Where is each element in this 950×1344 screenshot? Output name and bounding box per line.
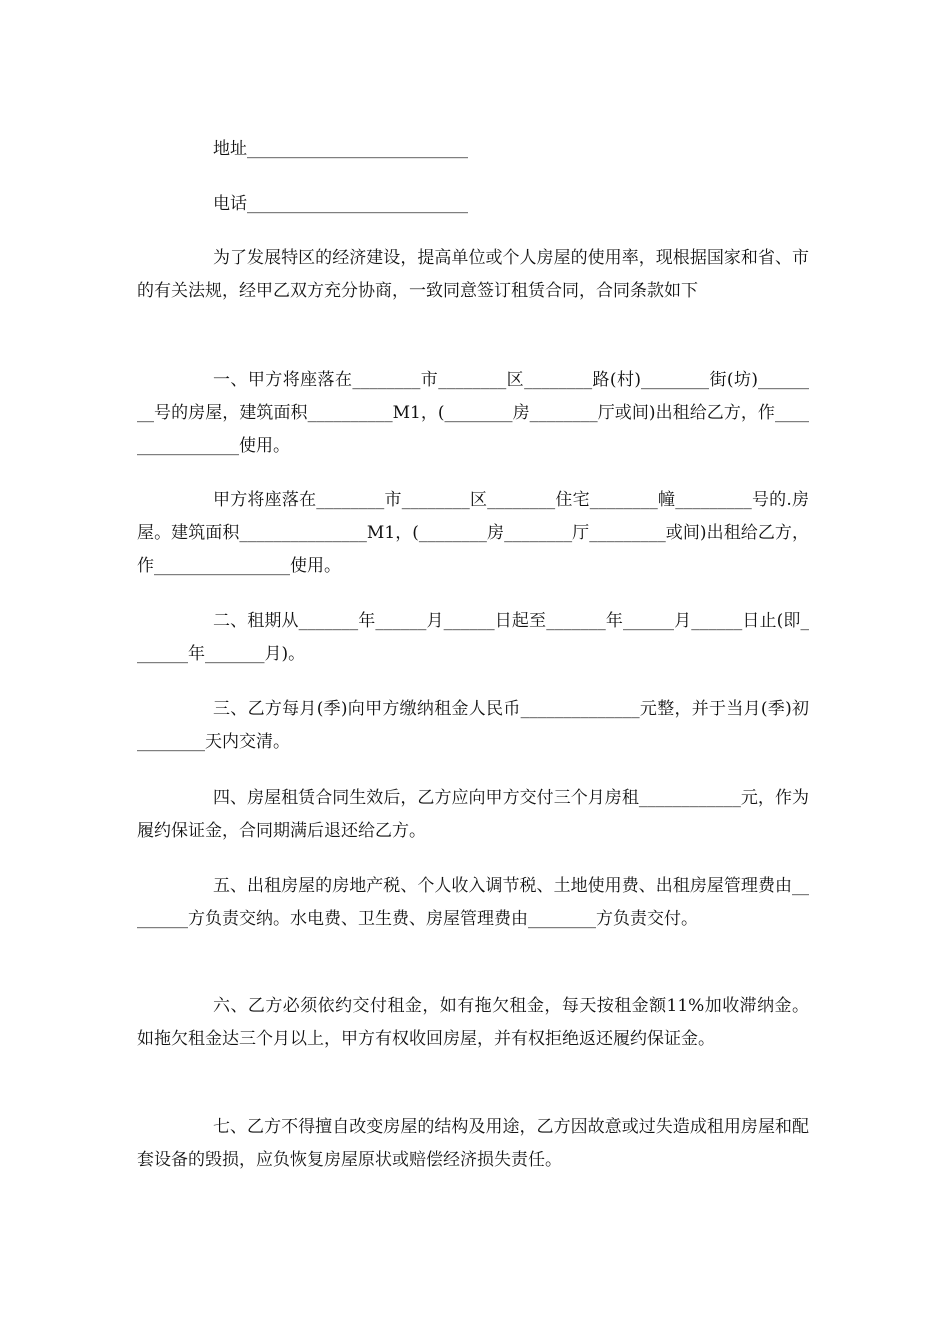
clause-3-paragraph: 三、乙方每月(季)向甲方缴纳租金人民币______________元整，并于当月(季)初________天内交清。 [137, 699, 809, 752]
clause-2-paragraph: 二、租期从_______年______月______日起至_______年______月______日止(即_______年_______月)。 [137, 611, 809, 664]
clause-5-paragraph: 五、出租房屋的房地产税、个人收入调节税、土地使用费、出租房屋管理费由________方负责交纳。水电费、卫生费、房屋管理费由________方负责交付。 [137, 876, 809, 929]
address-line: 地址__________________________ [213, 139, 468, 159]
clause-6-paragraph: 六、乙方必须依约交付租金，如有拖欠租金，每天按租金额11%加收滞纳金。如拖欠租金达三个月以上，甲方有权收回房屋，并有权拒绝返还履约保证金。 [137, 996, 809, 1049]
clause-1b-paragraph: 甲方将座落在________市________区________住宅________幢_________号的.房屋。建筑面积_______________M1，(________房________厅_________或间)出租给乙方，作________________使用。 [137, 490, 809, 576]
clause-7-paragraph: 七、乙方不得擅自改变房屋的结构及用途，乙方因故意或过失造成租用房屋和配套设备的毁损，应负恢复房屋原状或赔偿经济损失责任。 [137, 1117, 809, 1170]
preamble-paragraph: 为了发展特区的经济建设，提高单位或个人房屋的使用率，现根据国家和省、市的有关法规，经甲乙双方充分协商，一致同意签订租赁合同，合同条款如下 [137, 248, 809, 301]
clause-4-paragraph: 四、房屋租赁合同生效后，乙方应向甲方交付三个月房租____________元，作为履约保证金，合同期满后退还给乙方。 [137, 788, 809, 841]
clause-1-paragraph: 一、甲方将座落在________市________区________路(村)________街(坊)________号的房屋，建筑面积__________M1，(________房________厅或间)出租给乙方，作________________使用。 [137, 370, 809, 456]
phone-line: 电话__________________________ [213, 194, 468, 214]
